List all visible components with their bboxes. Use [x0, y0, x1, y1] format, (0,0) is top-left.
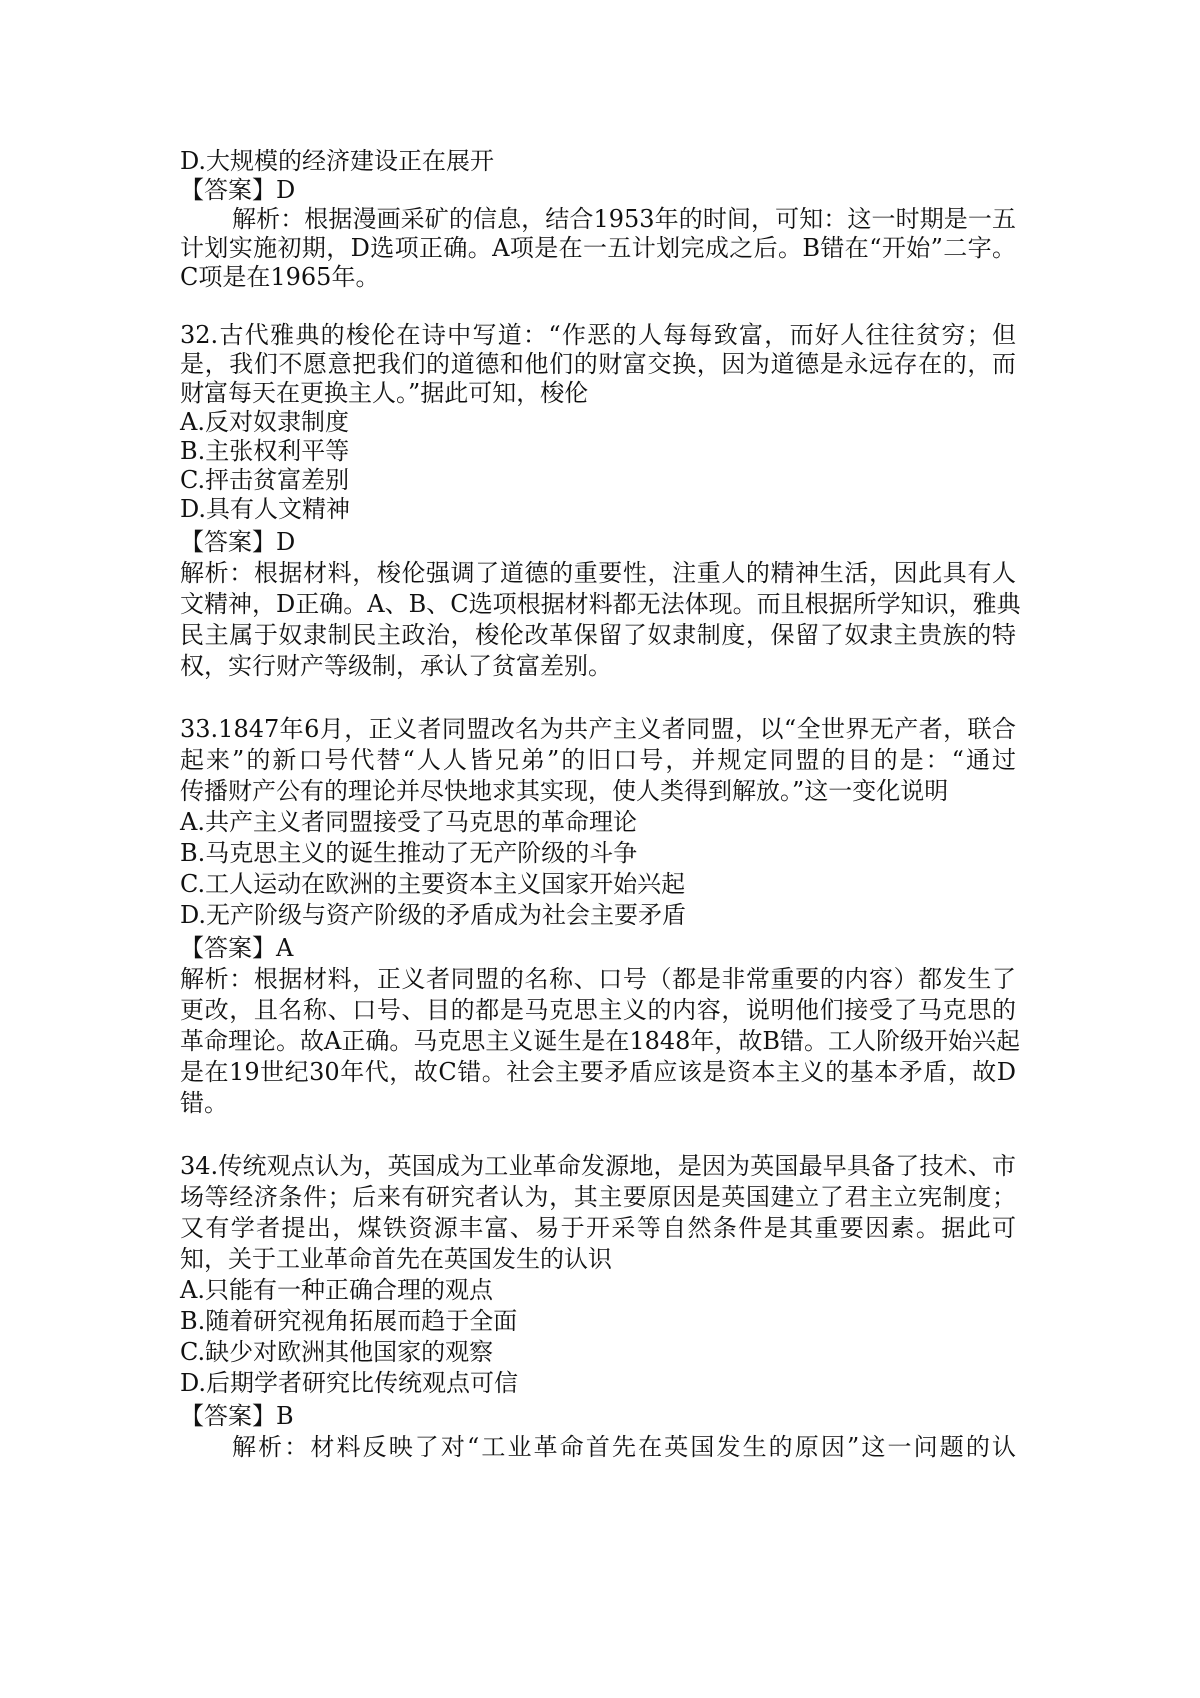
- q32-analysis-line: 民主属于奴隶制民主政治，梭伦改革保留了奴隶制度，保留了奴隶主贵族的特: [180, 621, 1016, 649]
- q34-stem-line: 知，关于工业革命首先在英国发生的认识: [180, 1245, 612, 1273]
- q33-analysis-line: 更改，且名称、口号、目的都是马克思主义的内容，说明他们接受了马克思的: [180, 996, 1016, 1024]
- q33-analysis-line: 是在19世纪30年代，故C错。社会主要矛盾应该是资本主义的基本矛盾，故D: [180, 1058, 1016, 1086]
- q34-option-b: B.随着研究视角拓展而趋于全面: [180, 1307, 518, 1335]
- q32-analysis-line: 解析：根据材料，梭伦强调了道德的重要性，注重人的精神生活，因此具有人: [180, 559, 1016, 587]
- q32-analysis-line: 权，实行财产等级制，承认了贫富差别。: [180, 652, 612, 680]
- q32-option-a: A.反对奴隶制度: [180, 408, 349, 436]
- q32-stem-line: 32.古代雅典的梭伦在诗中写道：“作恶的人每每致富，而好人往往贫穷；但: [180, 321, 1016, 349]
- q32-stem-line: 是，我们不愿意把我们的道德和他们的财富交换，因为道德是永远存在的，而: [180, 350, 1016, 378]
- q32-option-c: C.抨击贫富差别: [180, 466, 350, 494]
- q34-option-c: C.缺少对欧洲其他国家的观察: [180, 1338, 494, 1366]
- q33-option-b: B.马克思主义的诞生推动了无产阶级的斗争: [180, 839, 638, 867]
- q33-answer: 【答案】A: [180, 934, 294, 962]
- prev-answer: 【答案】D: [180, 176, 296, 204]
- q33-option-d: D.无产阶级与资产阶级的矛盾成为社会主要矛盾: [180, 901, 687, 929]
- q33-option-a: A.共产主义者同盟接受了马克思的革命理论: [180, 808, 637, 836]
- q33-stem-line: 起来”的新口号代替“人人皆兄弟”的旧口号，并规定同盟的目的是：“通过: [180, 746, 1016, 774]
- q33-analysis-line: 革命理论。故A正确。马克思主义诞生是在1848年，故B错。工人阶级开始兴起: [180, 1027, 1021, 1055]
- prev-analysis-line: 计划实施初期，D选项正确。A项是在一五计划完成之后。B错在“开始”二字。: [180, 234, 1016, 262]
- q34-stem-line: 场等经济条件；后来有研究者认为，其主要原因是英国建立了君主立宪制度；: [180, 1183, 1016, 1211]
- prev-option-d: D.大规模的经济建设正在展开: [180, 147, 495, 175]
- prev-analysis-line: 解析：根据漫画采矿的信息，结合1953年的时间，可知：这一时期是一五: [232, 205, 1016, 233]
- q34-analysis-line: 解析：材料反映了对“工业革命首先在英国发生的原因”这一问题的认: [232, 1433, 1016, 1461]
- q32-answer: 【答案】D: [180, 528, 296, 556]
- q32-option-d: D.具有人文精神: [180, 495, 351, 523]
- q34-stem-line: 34.传统观点认为，英国成为工业革命发源地，是因为英国最早具备了技术、市: [180, 1152, 1016, 1180]
- q34-option-d: D.后期学者研究比传统观点可信: [180, 1369, 519, 1397]
- q32-stem-line: 财富每天在更换主人。”据此可知，梭伦: [180, 379, 589, 407]
- q33-analysis-line: 错。: [180, 1089, 228, 1117]
- q33-analysis-line: 解析：根据材料，正义者同盟的名称、口号（都是非常重要的内容）都发生了: [180, 965, 1016, 993]
- q34-answer: 【答案】B: [180, 1402, 294, 1430]
- q33-stem-line: 33.1847年6月，正义者同盟改名为共产主义者同盟，以“全世界无产者，联合: [180, 715, 1016, 743]
- q34-option-a: A.只能有一种正确合理的观点: [180, 1276, 493, 1304]
- q33-option-c: C.工人运动在欧洲的主要资本主义国家开始兴起: [180, 870, 686, 898]
- q34-stem-line: 又有学者提出，煤铁资源丰富、易于开采等自然条件是其重要因素。据此可: [180, 1214, 1016, 1242]
- q32-option-b: B.主张权利平等: [180, 437, 350, 465]
- q32-analysis-line: 文精神，D正确。A、B、C选项根据材料都无法体现。而且根据所学知识，雅典: [180, 590, 1021, 618]
- q33-stem-line: 传播财产公有的理论并尽快地求其实现，使人类得到解放。”这一变化说明: [180, 777, 949, 805]
- prev-analysis-line: C项是在1965年。: [180, 263, 380, 291]
